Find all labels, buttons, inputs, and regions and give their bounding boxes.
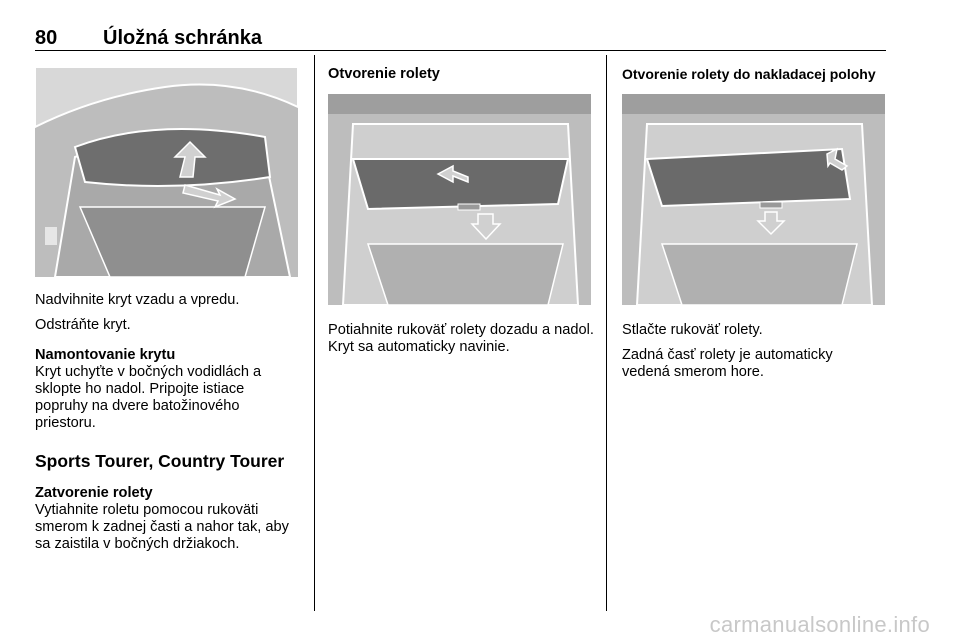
mount-heading: Namontovanie krytu [35,347,176,363]
page-number: 80 [35,27,58,49]
section-heading: Sports Tourer, Country Tourer [35,451,285,471]
figure-remove-cover [35,67,298,277]
mount-text: Kryt uchyťte v bočných vodidlách a sklopte ho nadol. Pripojte istiace popruhy na dvere batožinového priestoru. [35,364,262,431]
col3-para2: Zadná časť rolety je automaticky vedená smerom hore. [622,347,833,380]
watermark: carmanualsonline.info [709,612,930,637]
page-header [35,27,886,51]
chapter-title: Úložná schránka [103,27,262,49]
header-rule [35,50,886,51]
close-text: Vytiahnite roletu pomocou rukoväti smerom k zadnej časti a nahor tak, aby sa zaistila v bočných držiakoch. [35,502,289,552]
column-divider-1 [314,55,315,611]
col3-heading: Otvorenie rolety do nakladacej polohy [622,66,876,82]
column-divider-2 [606,55,607,611]
figure-loading-position [622,94,885,305]
close-heading: Zatvorenie rolety [35,485,153,501]
col1-para2: Odstráňte kryt. [35,317,131,333]
col2-heading: Otvorenie rolety [328,66,440,82]
col2-text: Potiahnite rukoväť rolety dozadu a nadol. Kryt sa automaticky navinie. [328,322,594,355]
col3-para1: Stlačte rukoväť rolety. [622,322,763,338]
col1-para1: Nadvihnite kryt vzadu a vpredu. [35,292,240,308]
figure-open-roller [328,94,591,305]
